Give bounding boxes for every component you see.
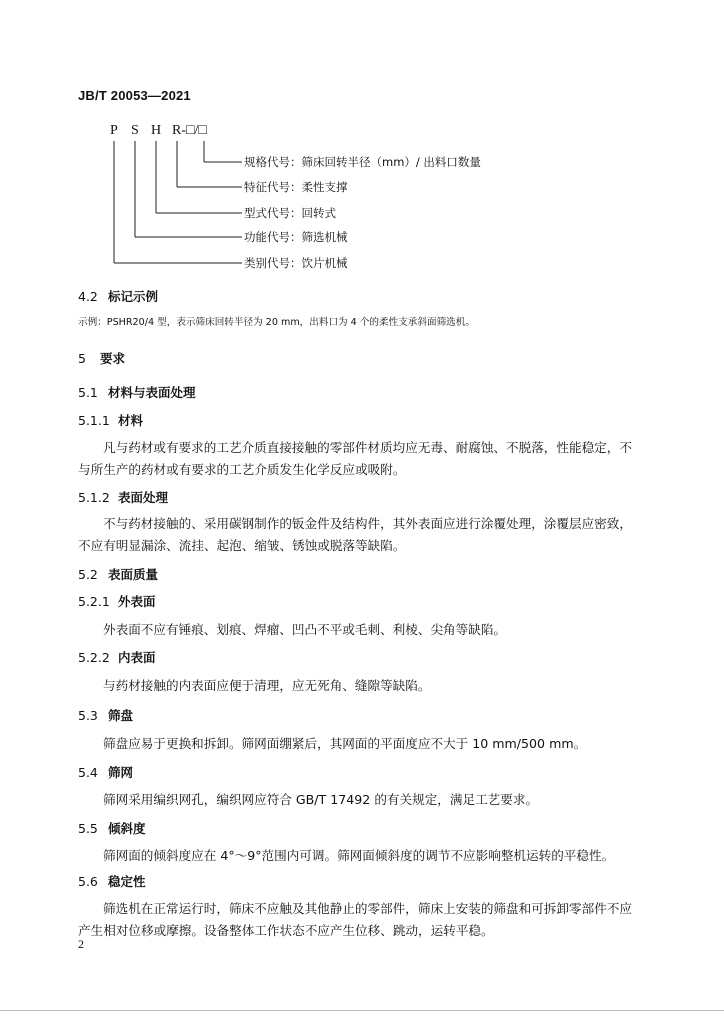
paragraph-materials: 凡与药材或有要求的工艺介质直接接触的零部件材质均应无毒、耐腐蚀、不脱落，性能稳定，不与所生产的药材或有要求的工艺介质发生化学反应或吸附。 (78, 440, 632, 477)
heading-5-1: 5.1 材料与表面处理 (78, 385, 196, 400)
label-feature-code: 特征代号：柔性支撑 (244, 180, 348, 194)
code-type: H (151, 123, 162, 138)
heading-5-2: 5.2 表面质量 (78, 567, 159, 582)
heading-4-2: 4.2 标记示例 (78, 289, 159, 304)
paragraph-inner-surface: 与药材接触的内表面应便于清理，应无死角、缝隙等缺陷。 (103, 678, 431, 693)
code-category: P (110, 123, 118, 138)
label-category-code: 类别代号：饮片机械 (244, 256, 348, 270)
heading-5-2-1: 5.2.1 外表面 (78, 594, 156, 609)
label-spec-code: 规格代号：筛床回转半径（mm）/ 出料口数量 (244, 155, 481, 169)
designation-leader-lines (0, 0, 724, 280)
document-number: JB/T 20053—2021 (78, 88, 191, 103)
heading-5: 5 要求 (78, 351, 126, 366)
heading-5-3: 5.3 筛盘 (78, 708, 134, 723)
heading-5-1-1: 5.1.1 材料 (78, 413, 144, 428)
heading-5-6: 5.6 稳定性 (78, 874, 146, 889)
heading-5-5: 5.5 倾斜度 (78, 821, 146, 836)
paragraph-outer-surface: 外表面不应有锤痕、划痕、焊瘤、凹凸不平或毛刺、利棱、尖角等缺陷。 (103, 622, 506, 637)
code-feature-spec: R-□/□ (172, 123, 207, 138)
code-function: S (131, 123, 139, 138)
heading-5-1-2: 5.1.2 表面处理 (78, 490, 169, 505)
paragraph-sieve-tray: 筛盘应易于更换和拆卸。筛网面绷紧后，其网面的平面度应不大于 10 mm/500 mm。 (103, 736, 587, 751)
paragraph-sieve-mesh: 筛网采用编织网孔，编织网应符合 GB/T 17492 的有关规定，满足工艺要求。 (103, 792, 539, 807)
heading-5-4: 5.4 筛网 (78, 765, 134, 780)
heading-5-2-2: 5.2.2 内表面 (78, 650, 156, 665)
label-type-code: 型式代号：回转式 (244, 206, 336, 220)
page-number: 2 (78, 937, 84, 951)
paragraph-surface-treatment: 不与药材接触的、采用碳钢制作的钣金件及结构件，其外表面应进行涂覆处理，涂覆层应密致，不应有明显漏涂、流挂、起泡、缩皱、锈蚀或脱落等缺陷。 (78, 516, 632, 553)
paragraph-stability: 筛选机在正常运行时，筛床不应触及其他静止的零部件，筛床上安装的筛盘和可拆卸零部件不应产生相对位移或摩擦。设备整体工作状态不应产生位移、跳动，运转平稳。 (78, 901, 632, 938)
page-bottom-rule (0, 1010, 724, 1011)
marking-example: 示例：PSHR20/4 型，表示筛床回转半径为 20 mm，出料口为 4 个的柔性支承斜面筛选机。 (78, 317, 475, 328)
paragraph-inclination: 筛网面的倾斜度应在 4°～9°范围内可调。筛网面倾斜度的调节不应影响整机运转的平稳性。 (103, 848, 615, 863)
label-function-code: 功能代号：筛选机械 (244, 230, 348, 244)
